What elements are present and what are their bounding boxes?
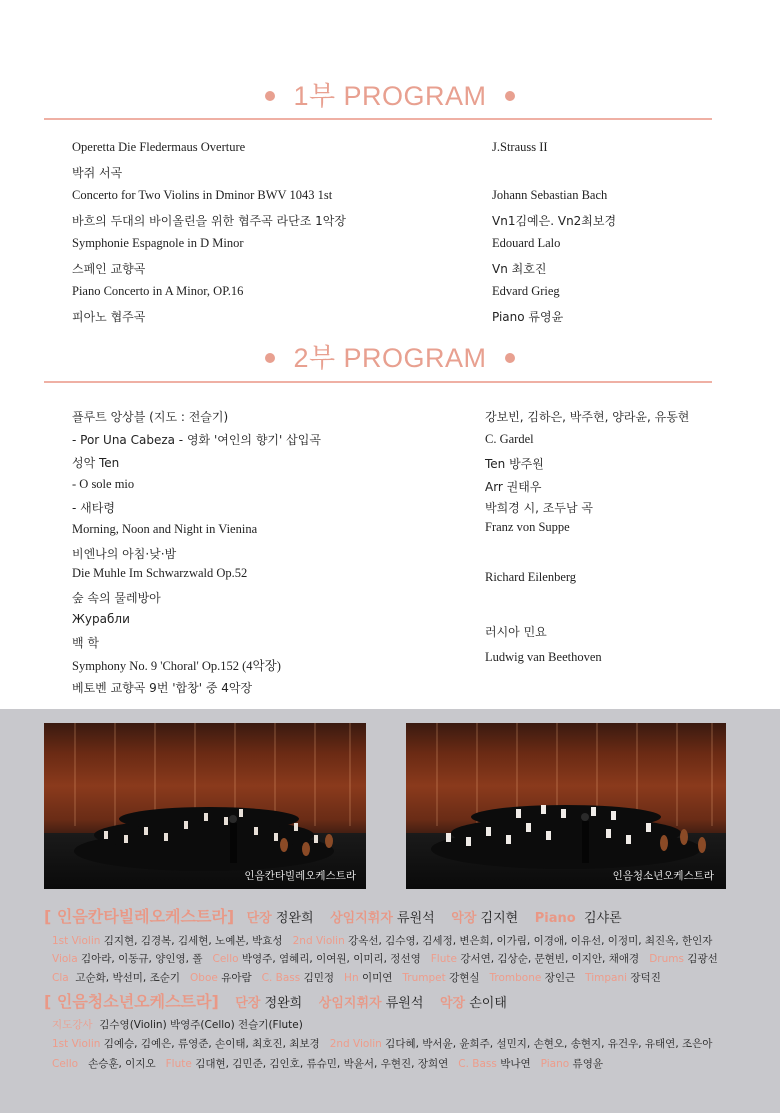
bullet-dot-icon — [265, 353, 275, 363]
part2-composer: 박희경 시, 조두남 곡 — [485, 501, 593, 515]
member-names: 박나연 — [500, 1058, 531, 1070]
part2-piece: 숲 속의 물레방아 — [72, 591, 161, 605]
role-label: 1st Violin — [52, 935, 101, 947]
part2-performer: 강보빈, 김하은, 박주현, 양라윤, 유동현 — [485, 410, 690, 424]
cantabile-section-line — [52, 970, 661, 985]
member-names: 김수영(Violin) 박영주(Cello) 전슬기(Flute) — [99, 1019, 303, 1031]
part2-divider — [44, 381, 712, 383]
part1-performer: Piano 류영윤 — [492, 310, 564, 324]
part1-composer: Edvard Grieg — [492, 284, 560, 298]
part2-composer: Ludwig van Beethoven — [485, 650, 602, 664]
role-label: Viola — [52, 953, 78, 965]
member-names: 김민정 — [303, 972, 335, 984]
member-name: 손이태 — [469, 996, 507, 1011]
part1-piece: Operetta Die Fledermaus Overture — [72, 140, 246, 154]
part1-divider — [44, 118, 712, 120]
role-label: Cello — [212, 953, 239, 965]
member-name: 김지현 — [480, 911, 519, 926]
youth-header-line — [44, 989, 507, 1012]
member-names: 김지현, 김경복, 김세현, 노예본, 박효성 — [103, 935, 283, 947]
part2-piece: 플루트 앙상블 (지도 : 전슬기) — [72, 410, 229, 424]
cantabile-header-line — [44, 904, 622, 927]
role-label: C. Bass — [261, 972, 301, 984]
cantabile-section-line — [52, 951, 718, 966]
bullet-dot-icon — [505, 91, 515, 101]
role-label: Piano — [540, 1058, 570, 1070]
member-names: 김광선 — [687, 953, 718, 965]
youth-title: [ 인음청소년오케스트라] — [44, 992, 219, 1011]
part1-piece: 스페인 교향곡 — [72, 262, 146, 276]
part2-composer: C. Gardel — [485, 432, 534, 446]
role-label: Timpani — [585, 972, 628, 984]
role-label: Oboe — [190, 972, 218, 984]
youth-section-line — [52, 1056, 603, 1071]
role-label: Flute — [430, 953, 457, 965]
member-names: 유아람 — [221, 972, 252, 984]
role-label: Hn — [344, 972, 359, 984]
part1-composer: Johann Sebastian Bach — [492, 188, 608, 202]
part1-heading — [0, 74, 780, 113]
part2-composer: 러시아 민요 — [485, 625, 547, 639]
part1-piece: 박쥐 서곡 — [72, 166, 123, 180]
member-name: 정완희 — [264, 996, 303, 1011]
role-label: 상임지휘자 — [318, 996, 382, 1011]
member-name: 류원석 — [385, 996, 424, 1011]
member-names: 강옥선, 김수영, 김세정, 변은희, 이가림, 이경애, 이유선, 이정미, 최진옥, 한인자 — [348, 935, 713, 947]
role-label: Trumpet — [402, 972, 446, 984]
part2-piece: - Por Una Cabeza - 영화 '여인의 향기' 삽입곡 — [72, 433, 321, 447]
part1-composer: J.Strauss II — [492, 140, 548, 154]
member-name: 정완희 — [275, 911, 314, 926]
photo-caption: 인음칸타빌레오케스트라 — [244, 870, 356, 882]
part2-piece: 베토벤 교향곡 9번 '합창' 중 4악장 — [72, 681, 253, 695]
part1-heading-text: 1부 PROGRAM — [293, 81, 487, 111]
part2-composer: Franz von Suppe — [485, 520, 570, 534]
member-names: 김예승, 김예은, 류영준, 손이태, 최호진, 최보경 — [103, 1038, 320, 1050]
part2-piece: Symphony No. 9 'Choral' Op.152 (4악장) — [72, 659, 281, 673]
role-label: 악장 — [439, 996, 466, 1011]
member-names: 박영주, 염혜리, 이여원, 이미리, 정선영 — [241, 953, 421, 965]
youth-orchestra-photo — [406, 723, 726, 889]
role-label: Piano — [534, 911, 576, 926]
member-names: 고순화, 박선미, 조순기 — [75, 972, 181, 984]
part2-piece: 비엔나의 아침·낮·밤 — [72, 547, 177, 561]
part1-composer: Edouard Lalo — [492, 236, 561, 250]
role-label: 2nd Violin — [292, 935, 345, 947]
member-names: 류영윤 — [572, 1058, 603, 1070]
part1-piece: Concerto for Two Violins in Dminor BWV 1043 1st — [72, 188, 333, 202]
role-label: 2nd Violin — [329, 1038, 382, 1050]
part1-piece: 바흐의 두대의 바이올린을 위한 협주곡 라단조 1악장 — [72, 214, 346, 228]
member-names: 장덕진 — [630, 972, 661, 984]
cantabile-title: [ 인음칸타빌레오케스트라] — [44, 907, 235, 926]
role-label: Trombone — [489, 972, 542, 984]
role-label: 단장 — [235, 996, 261, 1011]
part2-piece: Журабли — [72, 612, 130, 626]
part2-piece: Morning, Noon and Night in Vienina — [72, 522, 258, 536]
part2-piece: - 새타령 — [72, 501, 115, 515]
cantabile-orchestra-photo — [44, 723, 366, 889]
part2-performer: Ten 방주원 — [485, 457, 544, 471]
role-label: Cello — [52, 1058, 79, 1070]
part1-piece: Symphonie Espagnole in D Minor — [72, 236, 244, 250]
part2-piece: Die Muhle Im Schwarzwald Op.52 — [72, 566, 248, 580]
part2-piece: 백 학 — [72, 636, 99, 650]
part1-performer: Vn1김예은. Vn2최보경 — [492, 214, 617, 228]
part1-piece: 피아노 협주곡 — [72, 310, 146, 324]
bullet-dot-icon — [505, 353, 515, 363]
role-label: 1st Violin — [52, 1038, 101, 1050]
part2-piece: - O sole mio — [72, 477, 135, 491]
part2-heading-text: 2부 PROGRAM — [293, 343, 487, 373]
orchestra-players-graphic — [406, 723, 726, 889]
youth-section-line — [52, 1036, 712, 1051]
member-names: 김아라, 이동규, 양인영, 폴 — [81, 953, 203, 965]
orchestra-players-graphic — [44, 723, 366, 889]
part2-arranger: Arr 권태우 — [485, 480, 542, 494]
role-label: 단장 — [246, 911, 272, 926]
member-names: 김대현, 김민준, 김인호, 류슈민, 박윤서, 우현진, 장희연 — [195, 1058, 449, 1070]
youth-section-line — [52, 1017, 303, 1032]
cantabile-section-line — [52, 933, 712, 948]
part1-piece: Piano Concerto in A Minor, OP.16 — [72, 284, 244, 298]
bullet-dot-icon — [265, 91, 275, 101]
role-label: C. Bass — [458, 1058, 497, 1070]
member-names: 강현실 — [449, 972, 480, 984]
role-label: 지도강사 — [52, 1019, 93, 1031]
photo-caption: 인음청소년오케스트라 — [612, 870, 714, 882]
member-names: 강서연, 김상순, 문현빈, 이지안, 채애경 — [460, 953, 640, 965]
role-label: Drums — [649, 953, 684, 965]
member-name: 류원석 — [397, 911, 435, 926]
part2-heading — [0, 336, 780, 375]
part2-piece: 성악 Ten — [72, 456, 120, 470]
member-names: 장인근 — [544, 972, 576, 984]
member-names: 김다혜, 박서윤, 윤희주, 설민지, 손현오, 송현지, 유건우, 유태연, 조은아 — [385, 1038, 713, 1050]
role-label: 악장 — [451, 911, 477, 926]
role-label: Flute — [165, 1058, 192, 1070]
part1-performer: Vn 최호진 — [492, 262, 547, 276]
member-name: 김샤론 — [583, 911, 622, 926]
role-label: 상임지휘자 — [330, 911, 393, 926]
member-names: 이미연 — [361, 972, 393, 984]
role-label: Cla — [52, 972, 69, 984]
member-names: 손승훈, 이지오 — [88, 1058, 156, 1070]
part2-composer: Richard Eilenberg — [485, 570, 577, 584]
